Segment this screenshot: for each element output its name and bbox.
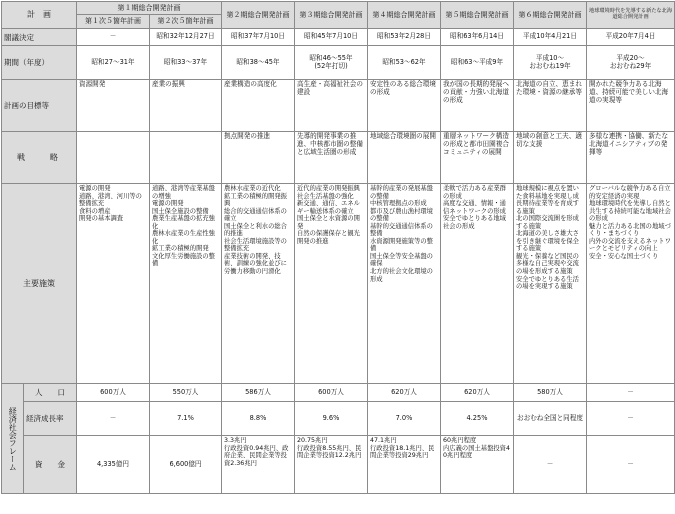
goals-value: 産業構造の高度化 (222, 80, 295, 132)
header-plan6: 第６期総合開発計画 (514, 2, 587, 29)
header-plan1b: 第２次５箇年計画 (150, 15, 222, 29)
growth-value: 7.1% (150, 402, 222, 436)
measures-value: 農林水産業の近代化 鉱工業の積極的開発振興 総合的交通通信体系の確立 国土保全と利水の総合的推進 社会生活環境施設等の整備拡充 産業技術の開発、技術、訓練の強化並びに労働力移動の円滑化 (222, 184, 295, 384)
funds-value: 20.75兆円 行政投資8.55兆円、民間企業等投資12.2兆円 (295, 436, 368, 494)
period-value: 昭和63～平成9年 (441, 46, 514, 80)
frame-label: 経済社会フレーム (2, 384, 24, 494)
goals-label: 計画の目標等 (2, 80, 77, 132)
growth-value: － (587, 402, 675, 436)
strategy-value: 先導的開発事業の推進、中核都市圏の整備と広域生活圏の形成 (295, 132, 368, 184)
measures-value: 地球規模に視点を置いた食料基地を実現し成長期待産業等を育成する施策 北の国際交流圏を形成する施策 北海道の美しさ雄大さを引き継ぐ環境を保全する施策 観光・保養など国民の多様な自己実現や交流の場を形成する施策 安全でゆとりある生活の場を実現する施策 (514, 184, 587, 384)
cabinet-value: 平成10年4月21日 (514, 29, 587, 46)
cabinet-value: 平成20年7月4日 (587, 29, 675, 46)
funds-value: 60兆円程度 内広義の国土基盤投資40兆円程度 (441, 436, 514, 494)
funds-value: － (587, 436, 675, 494)
population-value: 600万人 (295, 384, 368, 402)
funds-value: 6,600億円 (150, 436, 222, 494)
plan-comparison-table (1, 1, 675, 494)
period-value: 平成20～ おおむね29年 (587, 46, 675, 80)
measures-value: 基幹的産業の発展基盤の整備 中核管理拠点の形成 都市及び農山漁村環境の整備 基幹的交通通信体系の整備 水資源開発施策等の整備 国土保全等安全基盤の確保 北方的社会文化環境の形成 (368, 184, 441, 384)
goals-value: 資源開発 (77, 80, 150, 132)
header-plan5: 第５期総合開発計画 (441, 2, 514, 29)
measures-value: 道路、港湾等産業基盤の増強 電源の開発 国土保全施設の整備 農業生産基盤の拡充強化 農林水産業の生産性強化 鉱工業の積極的開発 文化厚生労働施設の整備 (150, 184, 222, 384)
header-plan7: 地球環境時代を先導する新たな北海道総合開発計画 (587, 2, 675, 29)
period-value: 昭和46～55年 (52年打切) (295, 46, 368, 80)
funds-value: － (514, 436, 587, 494)
period-value: 昭和33～37年 (150, 46, 222, 80)
funds-value: 3.3兆円 行政投資0.94兆円、政府企業、民間企業等投資2.36兆円 (222, 436, 295, 494)
population-value: 620万人 (368, 384, 441, 402)
period-value: 昭和53～62年 (368, 46, 441, 80)
measures-value: 電源の開発 道路、港湾、河川等の整備拡充 食料の増産 開発の基本調査 (77, 184, 150, 384)
measures-value: グローバルな競争力ある自立的安定経済の実現 地球環境時代を先導し自然と共生する持続可能な地域社会の形成 魅力と活力ある北国の地域づくり・まちづくり 内外の交流を支えるネットワークとモビリティの向上 安全・安心な国土づくり (587, 184, 675, 384)
goals-value: 北海道の自立、恵まれた環境・資源の継承等 (514, 80, 587, 132)
cabinet-value: － (77, 29, 150, 46)
strategy-value: 重層ネットワーク構造の形成と都市田園複合コミュニティの展開 (441, 132, 514, 184)
period-value: 昭和38～45年 (222, 46, 295, 80)
measures-value: 柔軟で活力ある産業群の形成 高度な交通、情報・通信ネットワークの形成 安全でゆとりある地域社会の形成 (441, 184, 514, 384)
strategy-value: 多様な連携・協働、新たな北海道イニシアティブの発揮等 (587, 132, 675, 184)
strategy-label: 戦 略 (2, 132, 77, 184)
growth-label: 経済成長率 (24, 402, 77, 436)
cabinet-value: 昭和45年7月10日 (295, 29, 368, 46)
goals-value: 産業の振興 (150, 80, 222, 132)
population-value: 586万人 (222, 384, 295, 402)
header-plan4: 第４期総合開発計画 (368, 2, 441, 29)
funds-value: 47.1兆円 行政投資18.1兆円、民間企業等投資29兆円 (368, 436, 441, 494)
header-plan1-group: 第１期総合開発計画 (77, 2, 222, 15)
population-label: 人 口 (24, 384, 77, 402)
population-value: 580万人 (514, 384, 587, 402)
growth-value: 8.8% (222, 402, 295, 436)
strategy-value (150, 132, 222, 184)
strategy-value (77, 132, 150, 184)
measures-label: 主要施策 (2, 184, 77, 384)
population-value: 620万人 (441, 384, 514, 402)
population-value: 550万人 (150, 384, 222, 402)
funds-label: 資 金 (24, 436, 77, 494)
goals-value: 開かれた競争力ある北海道、持続可能で美しい北海道の実現等 (587, 80, 675, 132)
period-label: 期間（年度） (2, 46, 77, 80)
cabinet-value: 昭和37年7月10日 (222, 29, 295, 46)
growth-value: 4.25% (441, 402, 514, 436)
funds-value: 4,335億円 (77, 436, 150, 494)
header-plan3: 第３期総合開発計画 (295, 2, 368, 29)
header-plan1a: 第１次５箇年計画 (77, 15, 150, 29)
strategy-value: 地域の創意と工夫、適切な支援 (514, 132, 587, 184)
cabinet-value: 昭和63年6月14日 (441, 29, 514, 46)
growth-value: 9.6% (295, 402, 368, 436)
goals-value: 我が国の長期的発展への貢献・力強い北海道の形成 (441, 80, 514, 132)
population-value: 600万人 (77, 384, 150, 402)
population-value: － (587, 384, 675, 402)
growth-value: 7.0% (368, 402, 441, 436)
strategy-value: 地域総合環境圏の展開 (368, 132, 441, 184)
cabinet-value: 昭和53年2月28日 (368, 29, 441, 46)
goals-value: 安定性のある総合環境の形成 (368, 80, 441, 132)
period-value: 平成10～ おおむね19年 (514, 46, 587, 80)
period-value: 昭和27～31年 (77, 46, 150, 80)
strategy-value: 拠点開発の推進 (222, 132, 295, 184)
cabinet-value: 昭和32年12月27日 (150, 29, 222, 46)
header-plan2: 第２期総合開発計画 (222, 2, 295, 29)
goals-value: 高生産・高福祉社会の建設 (295, 80, 368, 132)
growth-value: おおむね全国と同程度 (514, 402, 587, 436)
measures-value: 近代的産業の開発振興 社会生活基盤の強化 新交通、通信、エネルギー輸送体系の確立 国土保全と水資源の開発 自然の保護保存と観光開発の推進 (295, 184, 368, 384)
growth-value: － (77, 402, 150, 436)
header-corner: 計 画 (2, 2, 77, 29)
cabinet-label: 閣議決定 (2, 29, 77, 46)
